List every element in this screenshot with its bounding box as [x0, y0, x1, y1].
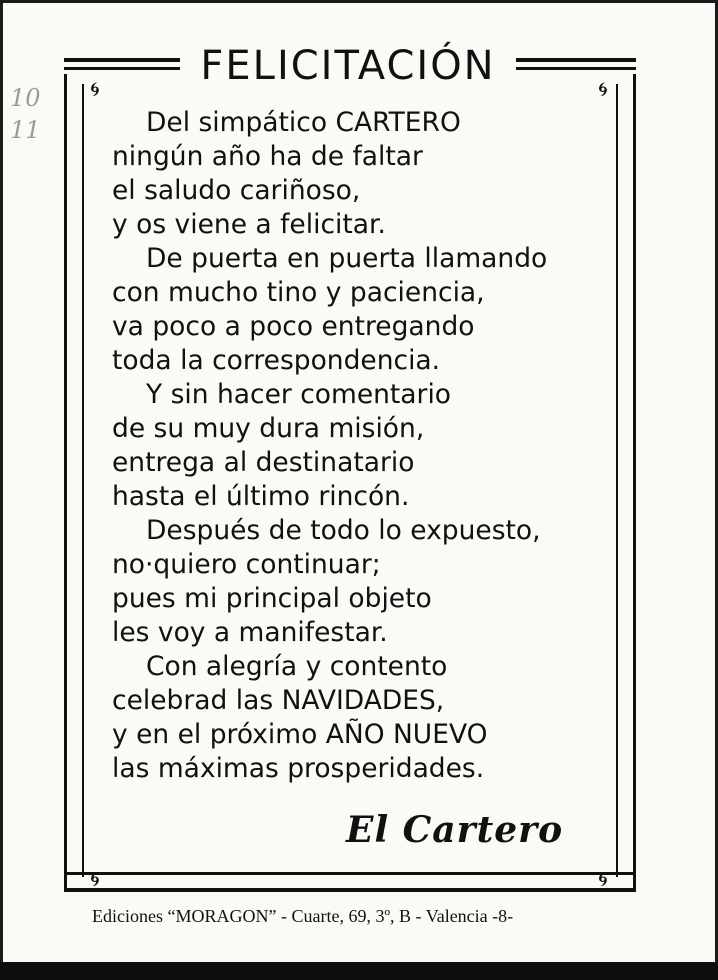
- poem-line: toda la correspondencia.: [112, 345, 441, 376]
- poem-line: hasta el último rincón.: [112, 481, 410, 512]
- poem-line: Del simpático CARTERO: [146, 107, 461, 138]
- poem-line: De puerta en puerta llamando: [146, 243, 548, 274]
- spiral-ornament-icon: 🌀︎: [90, 77, 100, 101]
- margin-note-line: 11: [10, 116, 41, 144]
- margin-note-line: 10: [10, 84, 41, 112]
- poem-line: y en el próximo AÑO NUEVO: [112, 719, 488, 750]
- spiral-ornament-icon: 🌀︎: [598, 77, 608, 101]
- poem-line: celebrad las NAVIDADES,: [112, 685, 445, 716]
- frame-bottom-rule: [64, 872, 636, 892]
- poem-line: no·quiero continuar;: [112, 549, 381, 580]
- stanza-1: [112, 106, 612, 242]
- stanza-3: [112, 378, 612, 514]
- stanza-2: [112, 242, 612, 378]
- poem-line: Después de todo lo expuesto,: [146, 515, 541, 546]
- poem-line: y os viene a felicitar.: [112, 209, 386, 240]
- poem-line: les voy a manifestar.: [112, 617, 388, 648]
- spiral-ornament-icon: 🌀︎: [90, 867, 100, 891]
- poem-line: pues mi principal objeto: [112, 583, 432, 614]
- poem-line: las máximas prosperidades.: [112, 753, 485, 784]
- publisher-footer: Ediciones “MORAGON” - Cuarte, 69, 3º, B - Valencia -8-: [92, 906, 514, 926]
- poem-line: Y sin hacer comentario: [146, 379, 452, 410]
- poem-line: Con alegría y contento: [146, 651, 448, 682]
- poem-line: de su muy dura misión,: [112, 413, 425, 444]
- spiral-ornament-icon: 🌀︎: [598, 867, 608, 891]
- page-title: FELICITACIÓN: [200, 43, 496, 89]
- poem-line: entrega al destinatario: [112, 447, 415, 478]
- stanza-4: [112, 514, 612, 650]
- stanza-5: [112, 650, 612, 786]
- poem-line: con mucho tino y paciencia,: [112, 277, 485, 308]
- signature: El Cartero: [346, 809, 564, 851]
- title-rule-right: [516, 58, 636, 70]
- card-bottom-edge: [0, 962, 718, 980]
- poem-line: el saludo cariñoso,: [112, 175, 361, 206]
- title-rule-left: [64, 58, 180, 70]
- poem-line: ningún año ha de faltar: [112, 141, 423, 172]
- poem: [112, 106, 612, 786]
- handwritten-margin-note: [10, 82, 41, 146]
- poem-line: va poco a poco entregando: [112, 311, 475, 342]
